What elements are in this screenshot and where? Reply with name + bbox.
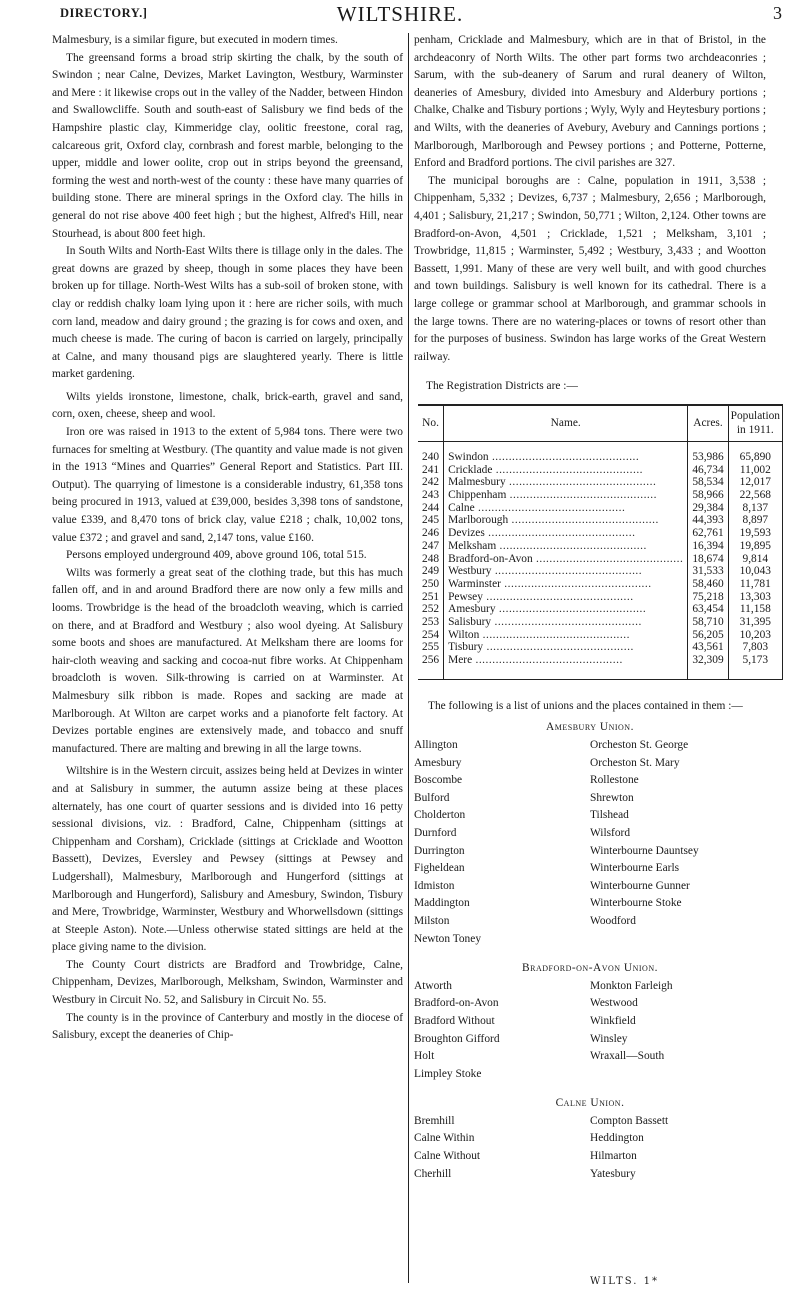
paragraph: Iron ore was raised in 1913 to the extent of 5,984 tons. There were two furnaces for smelting at Westbury. (The quantity and value made is not given in the 1913 “Mines and Quarries” General Report and Statistics. Part III. Output). The quarrying of limestone is a considerable industry, 61,358 tons being procured in 1913, valued at £39,000, besides 3,398 tons of sandstone, value £339, and 8,470 tons of brick clay, value £218 ; chalk, 10,002 tons, value £372 ; and gravel and sand, 2,147 tons, value £160.: [52, 426, 403, 544]
union-place: Tilshead: [590, 809, 629, 822]
district-number: 256: [418, 654, 444, 679]
paragraph: The municipal boroughs are : Calne, population in 1911, 3,538 ; Chippenham, 5,332 ; Devizes, 6,737 ; Malmesbury, 2,656 ; Marlborough, 4,401 ; Salisbury, 21,217 ; Swindon, 50,771 ; Wilton, 2,124. Other towns are Bradford-on-Avon, 4,501 ; Cricklade, 1,521 ; Melksham, 3,101 ; Trowbridge, 11,815 ; Warminster, 5,492 ; Westbury, 3,433 ; and Wootton Bassett, 1,991. Many of these are very well built, and with good churches and town buildings. Salisbury is well known for its cathedral. There is a large college or grammar school at Marlborough, and grammar schools in the large towns. There are no watering-places or towns of resort other than for the purposes of business. Swindon has large works of the Great Western railway.: [414, 174, 766, 363]
district-name-text: Devizes .....: [448, 527, 635, 539]
paragraph: Wilts was formerly a great seat of the clothing trade, but this has much fallen off, and in and around Bradford there are now only a few mills and looms. Trowbridge is the head of the broadcloth weaving, which is carried on there, and at Bradford and Westbury ; also wool dyeing. At Salisbury some boots and shoes are manufactured. At Melksham there are looms for hair-cloth weaving and sacking and cocoa-nut fibre works. At Chippenham broadcloth is woven. Silk-throwing is carried on at Warminster. At Malmesbury silk ribbon is made. Ropes and sacking are made at Marlborough. At Wilton are carpet works and a pianoforte felt factory. At Devizes portable engines are extensively made, and tobacco and snuff manufactured. There are malting and brewing in all the large towns.: [52, 566, 403, 755]
table-row: [418, 502, 783, 515]
union-place: [590, 931, 766, 949]
union-places: [414, 737, 766, 948]
district-name-text: Amesbury .....: [448, 603, 646, 615]
district-number: 241: [418, 464, 444, 477]
table-row: [418, 489, 783, 502]
district-name-text: Marlborough .....: [448, 514, 659, 526]
table-row: [418, 565, 783, 578]
union-place: Bulford: [414, 791, 450, 804]
district-acres: 46,734: [688, 464, 728, 477]
table-row: [418, 540, 783, 553]
union-place: Monkton Farleigh: [590, 979, 673, 992]
district-acres: 58,966: [688, 489, 728, 502]
unions-intro: The following is a list of unions and the places contained in them :—: [428, 699, 743, 712]
district-number: 248: [418, 553, 444, 566]
table-row: [418, 476, 783, 489]
union-place: Maddington: [414, 897, 470, 910]
district-number: 249: [418, 565, 444, 578]
union-bradford-on-avon: [414, 960, 766, 1083]
union-place: Figheldean: [414, 862, 465, 875]
district-number: 247: [418, 540, 444, 553]
union-place: Winkfield: [590, 1014, 636, 1027]
district-name-text: Calne .....: [448, 502, 625, 514]
union-place: Winterbourne Stoke: [590, 897, 682, 910]
union-place: Rollestone: [590, 774, 639, 787]
district-number: 253: [418, 616, 444, 629]
paragraph: Persons employed underground 409, above ground 106, total 515.: [66, 549, 367, 562]
union-place: Durnford: [414, 826, 457, 839]
union-place: Winsley: [590, 1032, 628, 1045]
right-column: [414, 32, 781, 1183]
district-population: 22,568: [728, 489, 782, 502]
table-row: [418, 514, 783, 527]
district-name: [444, 540, 688, 553]
table-row: [418, 616, 783, 629]
district-name-text: Warminster .....: [448, 578, 652, 590]
union-title: Amesbury Union.: [546, 721, 634, 734]
district-name: [444, 616, 688, 629]
union-amesbury: [414, 719, 766, 948]
district-acres: 32,309: [688, 654, 728, 679]
table-row: [418, 464, 783, 477]
union-place: Winterbourne Gunner: [590, 879, 690, 892]
district-name: [444, 591, 688, 604]
district-name-text: Mere .....: [448, 654, 623, 666]
signature-mark: WILTS. 1*: [590, 1276, 659, 1287]
table-row: [418, 641, 783, 654]
district-population: 11,002: [728, 464, 782, 477]
district-number: 246: [418, 527, 444, 540]
district-number: 244: [418, 502, 444, 515]
district-name-text: Wilton .....: [448, 629, 630, 641]
district-name: [444, 641, 688, 654]
district-number: 255: [418, 641, 444, 654]
district-name: [444, 578, 688, 591]
registration-districts-table: [418, 404, 783, 680]
registration-intro: The Registration Districts are :—: [426, 380, 578, 393]
union-place: Atworth: [414, 979, 452, 992]
district-name-text: Tisbury .....: [448, 641, 634, 653]
paragraph: In South Wilts and North-East Wilts there is tillage only in the dales. The great downs are grazed by sheep, though in some places they have been broken up for tillage. North-West Wilts has a sub-soil of broken stone, with clay or reddish chalky loam lying upon it : here are richer soils, with much corn land, meadow and dairy ground ; the grazing is for cows and oxen, and much cheese is made. The curing of bacon is carried on largely, principally at Calne, and many thousand pigs are slaughtered yearly. There is little market gardening.: [52, 245, 403, 381]
district-acres: 58,460: [688, 578, 728, 591]
district-population: 9,814: [728, 553, 782, 566]
paragraph: Malmesbury, is a similar figure, but executed in modern times.: [52, 34, 338, 46]
district-name-text: Melksham .....: [448, 540, 647, 552]
district-population: 7,803: [728, 641, 782, 654]
district-acres: 18,674: [688, 553, 728, 566]
district-name: [444, 441, 688, 463]
union-place: Wraxall—South: [590, 1050, 665, 1063]
union-title: Calne Union.: [555, 1097, 625, 1110]
union-place: Winterbourne Dauntsey: [590, 844, 699, 857]
union-place: Winterbourne Earls: [590, 862, 680, 875]
district-name-text: Salisbury .....: [448, 616, 642, 628]
district-population: 10,203: [728, 629, 782, 642]
district-name: [444, 476, 688, 489]
district-acres: 63,454: [688, 603, 728, 616]
table-row: [418, 654, 783, 679]
district-name-text: Westbury .....: [448, 565, 642, 577]
column-header-acres: Acres.: [688, 405, 728, 442]
union-calne: [414, 1095, 766, 1183]
district-number: 242: [418, 476, 444, 489]
union-place: Broughton Gifford: [414, 1032, 500, 1045]
district-number: 240: [418, 441, 444, 463]
table-row: [418, 603, 783, 616]
page-header: [0, 0, 800, 30]
district-name: [444, 603, 688, 616]
union-place: Allington: [414, 739, 458, 752]
union-place: Orcheston St. Mary: [590, 756, 680, 769]
district-name: [444, 553, 688, 566]
union-place: Calne Without: [414, 1150, 481, 1163]
union-place: Milston: [414, 914, 450, 927]
union-place: Wilsford: [590, 826, 631, 839]
union-place: Bradford Without: [414, 1014, 495, 1027]
district-population: 10,043: [728, 565, 782, 578]
district-name-text: Malmesbury .....: [448, 476, 656, 488]
district-number: 254: [418, 629, 444, 642]
district-population: 13,303: [728, 591, 782, 604]
column-divider: [408, 33, 409, 1283]
district-population: 11,781: [728, 578, 782, 591]
union-place: Westwood: [590, 997, 638, 1010]
page-number: 3: [773, 3, 782, 23]
district-population: 12,017: [728, 476, 782, 489]
district-name-text: Pewsey .....: [448, 591, 633, 603]
running-head-left: DIRECTORY.]: [60, 6, 148, 20]
district-number: 250: [418, 578, 444, 591]
table-row: [418, 591, 783, 604]
district-acres: 58,710: [688, 616, 728, 629]
table-header-row: [418, 405, 783, 442]
district-population: 8,137: [728, 502, 782, 515]
paragraph: Wilts yields ironstone, limestone, chalk, brick-earth, gravel and sand, corn, oxen, cheese, sheep and wool.: [52, 390, 403, 421]
district-acres: 29,384: [688, 502, 728, 515]
union-place: Amesbury: [414, 756, 462, 769]
paragraph: The greensand forms a broad strip skirting the chalk, by the south of Swindon ; near Calne, Devizes, Market Lavington, Westbury, Warminster and Mere : it likewise crops out in the valley of the Nadder, between Hindon and Swallowcliffe. South and south-east of Salisbury we find beds of the Hampshire plastic clay, Kimmeridge clay, oolitic freestone, coral rag, calcareous grit, Oxford clay, cornbrash and forest marble, belonging to the upper, middle and lower oolite, crop out in strips beyond the greensand, forming the west and north-west of the county : these have many quarries of building stone. There are mineral springs in the Oxford clay. The hills in general do not rise above 400 feet high ; but the highest, Alfred's Hill, near Stourhead, is about 800 feet high.: [52, 51, 403, 240]
district-number: 245: [418, 514, 444, 527]
table-row: [418, 441, 783, 463]
union-places: [414, 1113, 766, 1183]
district-population: 11,158: [728, 603, 782, 616]
union-place: Cherhill: [414, 1167, 452, 1180]
paragraph: Wiltshire is in the Western circuit, assizes being held at Devizes in winter and at Salisbury in summer, the autumn assize being at these places alternately, has one court of quarter sessions and is divided into 16 petty sessional divisions, viz. : Bradford, Calne, Chippenham (sittings at Chippenham and Corsham), Cricklade (sittings at Cricklade and Wootton Bassett), Devizes, Eversley and Pewsey (sittings at Pewsey and Ludgershall), Malmesbury, Marlborough and Hungerford (sittings at Marlborough and Hungerford), Salisbury and Amesbury, Swindon, Tisbury and Mere, Trowbridge, Warminster, Westbury and Whorwellsdown (sittings at Steeple Aston). Note.—Unless otherwise stated sittings are held at the place giving name to the division.: [52, 765, 403, 954]
district-name: [444, 502, 688, 515]
union-place: Newton Toney: [414, 932, 482, 945]
paragraph: The county is in the province of Canterbury and mostly in the diocese of Salisbury, except the deaneries of Chip-: [52, 1011, 403, 1042]
union-place: Limpley Stoke: [414, 1067, 482, 1080]
district-acres: 44,393: [688, 514, 728, 527]
district-number: 243: [418, 489, 444, 502]
union-places: [414, 978, 766, 1084]
union-place: Holt: [414, 1050, 435, 1063]
column-header-population: Population in 1911.: [728, 405, 782, 442]
table-row: [418, 553, 783, 566]
table-body: [418, 441, 783, 679]
table-row: [418, 629, 783, 642]
district-acres: 62,761: [688, 527, 728, 540]
table-row: [418, 527, 783, 540]
district-population: 65,890: [728, 441, 782, 463]
column-header-name: Name.: [444, 405, 688, 442]
district-population: 31,395: [728, 616, 782, 629]
union-title: Bradford-on-Avon Union.: [522, 962, 658, 975]
district-population: 19,593: [728, 527, 782, 540]
district-name-text: Swindon .....: [448, 451, 639, 463]
union-place: [590, 1066, 766, 1084]
union-place: Yatesbury: [590, 1167, 636, 1180]
district-name-text: Cricklade .....: [448, 464, 643, 476]
union-place: Woodford: [590, 914, 636, 927]
union-place: Calne Within: [414, 1132, 475, 1145]
district-acres: 31,533: [688, 565, 728, 578]
district-name: [444, 654, 688, 679]
paragraph: The County Court districts are Bradford and Trowbridge, Calne, Chippenham, Devizes, Marlborough, Melksham, Swindon, Warminster and Westbury in Circuit No. 52, and Salisbury in Circuit No. 55.: [52, 958, 403, 1007]
district-acres: 75,218: [688, 591, 728, 604]
district-name: [444, 527, 688, 540]
union-place: Boscombe: [414, 774, 463, 787]
district-name-text: Bradford-on-Avon .....: [448, 553, 683, 565]
union-place: Shrewton: [590, 791, 634, 804]
district-acres: 43,561: [688, 641, 728, 654]
paragraph: penham, Cricklade and Malmesbury, which are in that of Bristol, in the archdeaconry of North Wilts. The other part forms two archdeaconries ; Sarum, with the sub-deanery of Sarum and rural deanery of Wilton, deaneries of Amesbury, divided into Amesbury and Alderbury portions ; Chalke, Chalke and Tisbury portions ; Wyly, Wyly and Heytesbury portions ; and Wilts, with the deaneries of Avebury, Avebury and Cannings portions ; Marlborough, Marlborough and Pewsey portions ; and Potterne, Potterne, Enford and Bradford portions. The civil parishes are 327.: [414, 34, 766, 170]
union-place: Bradford-on-Avon: [414, 997, 499, 1010]
district-acres: 56,205: [688, 629, 728, 642]
district-name: [444, 565, 688, 578]
union-place: Hilmarton: [590, 1150, 637, 1163]
union-place: Cholderton: [414, 809, 466, 822]
union-place: Orcheston St. George: [590, 739, 689, 752]
district-name: [444, 629, 688, 642]
union-place: Bremhill: [414, 1114, 455, 1127]
district-acres: 53,986: [688, 441, 728, 463]
district-name: [444, 464, 688, 477]
district-acres: 58,534: [688, 476, 728, 489]
district-number: 252: [418, 603, 444, 616]
left-column: [52, 32, 403, 1045]
district-population: 5,173: [728, 654, 782, 679]
district-name: [444, 489, 688, 502]
table-row: [418, 578, 783, 591]
union-place: Durrington: [414, 844, 465, 857]
district-name-text: Chippenham .....: [448, 489, 657, 501]
union-place: Idmiston: [414, 879, 455, 892]
district-name: [444, 514, 688, 527]
column-header-no: No.: [418, 405, 444, 442]
page-title: WILTSHIRE.: [336, 2, 464, 26]
union-place: Heddington: [590, 1132, 644, 1145]
district-number: 251: [418, 591, 444, 604]
district-population: 8,897: [728, 514, 782, 527]
district-population: 19,895: [728, 540, 782, 553]
union-place: Compton Bassett: [590, 1114, 669, 1127]
district-acres: 16,394: [688, 540, 728, 553]
